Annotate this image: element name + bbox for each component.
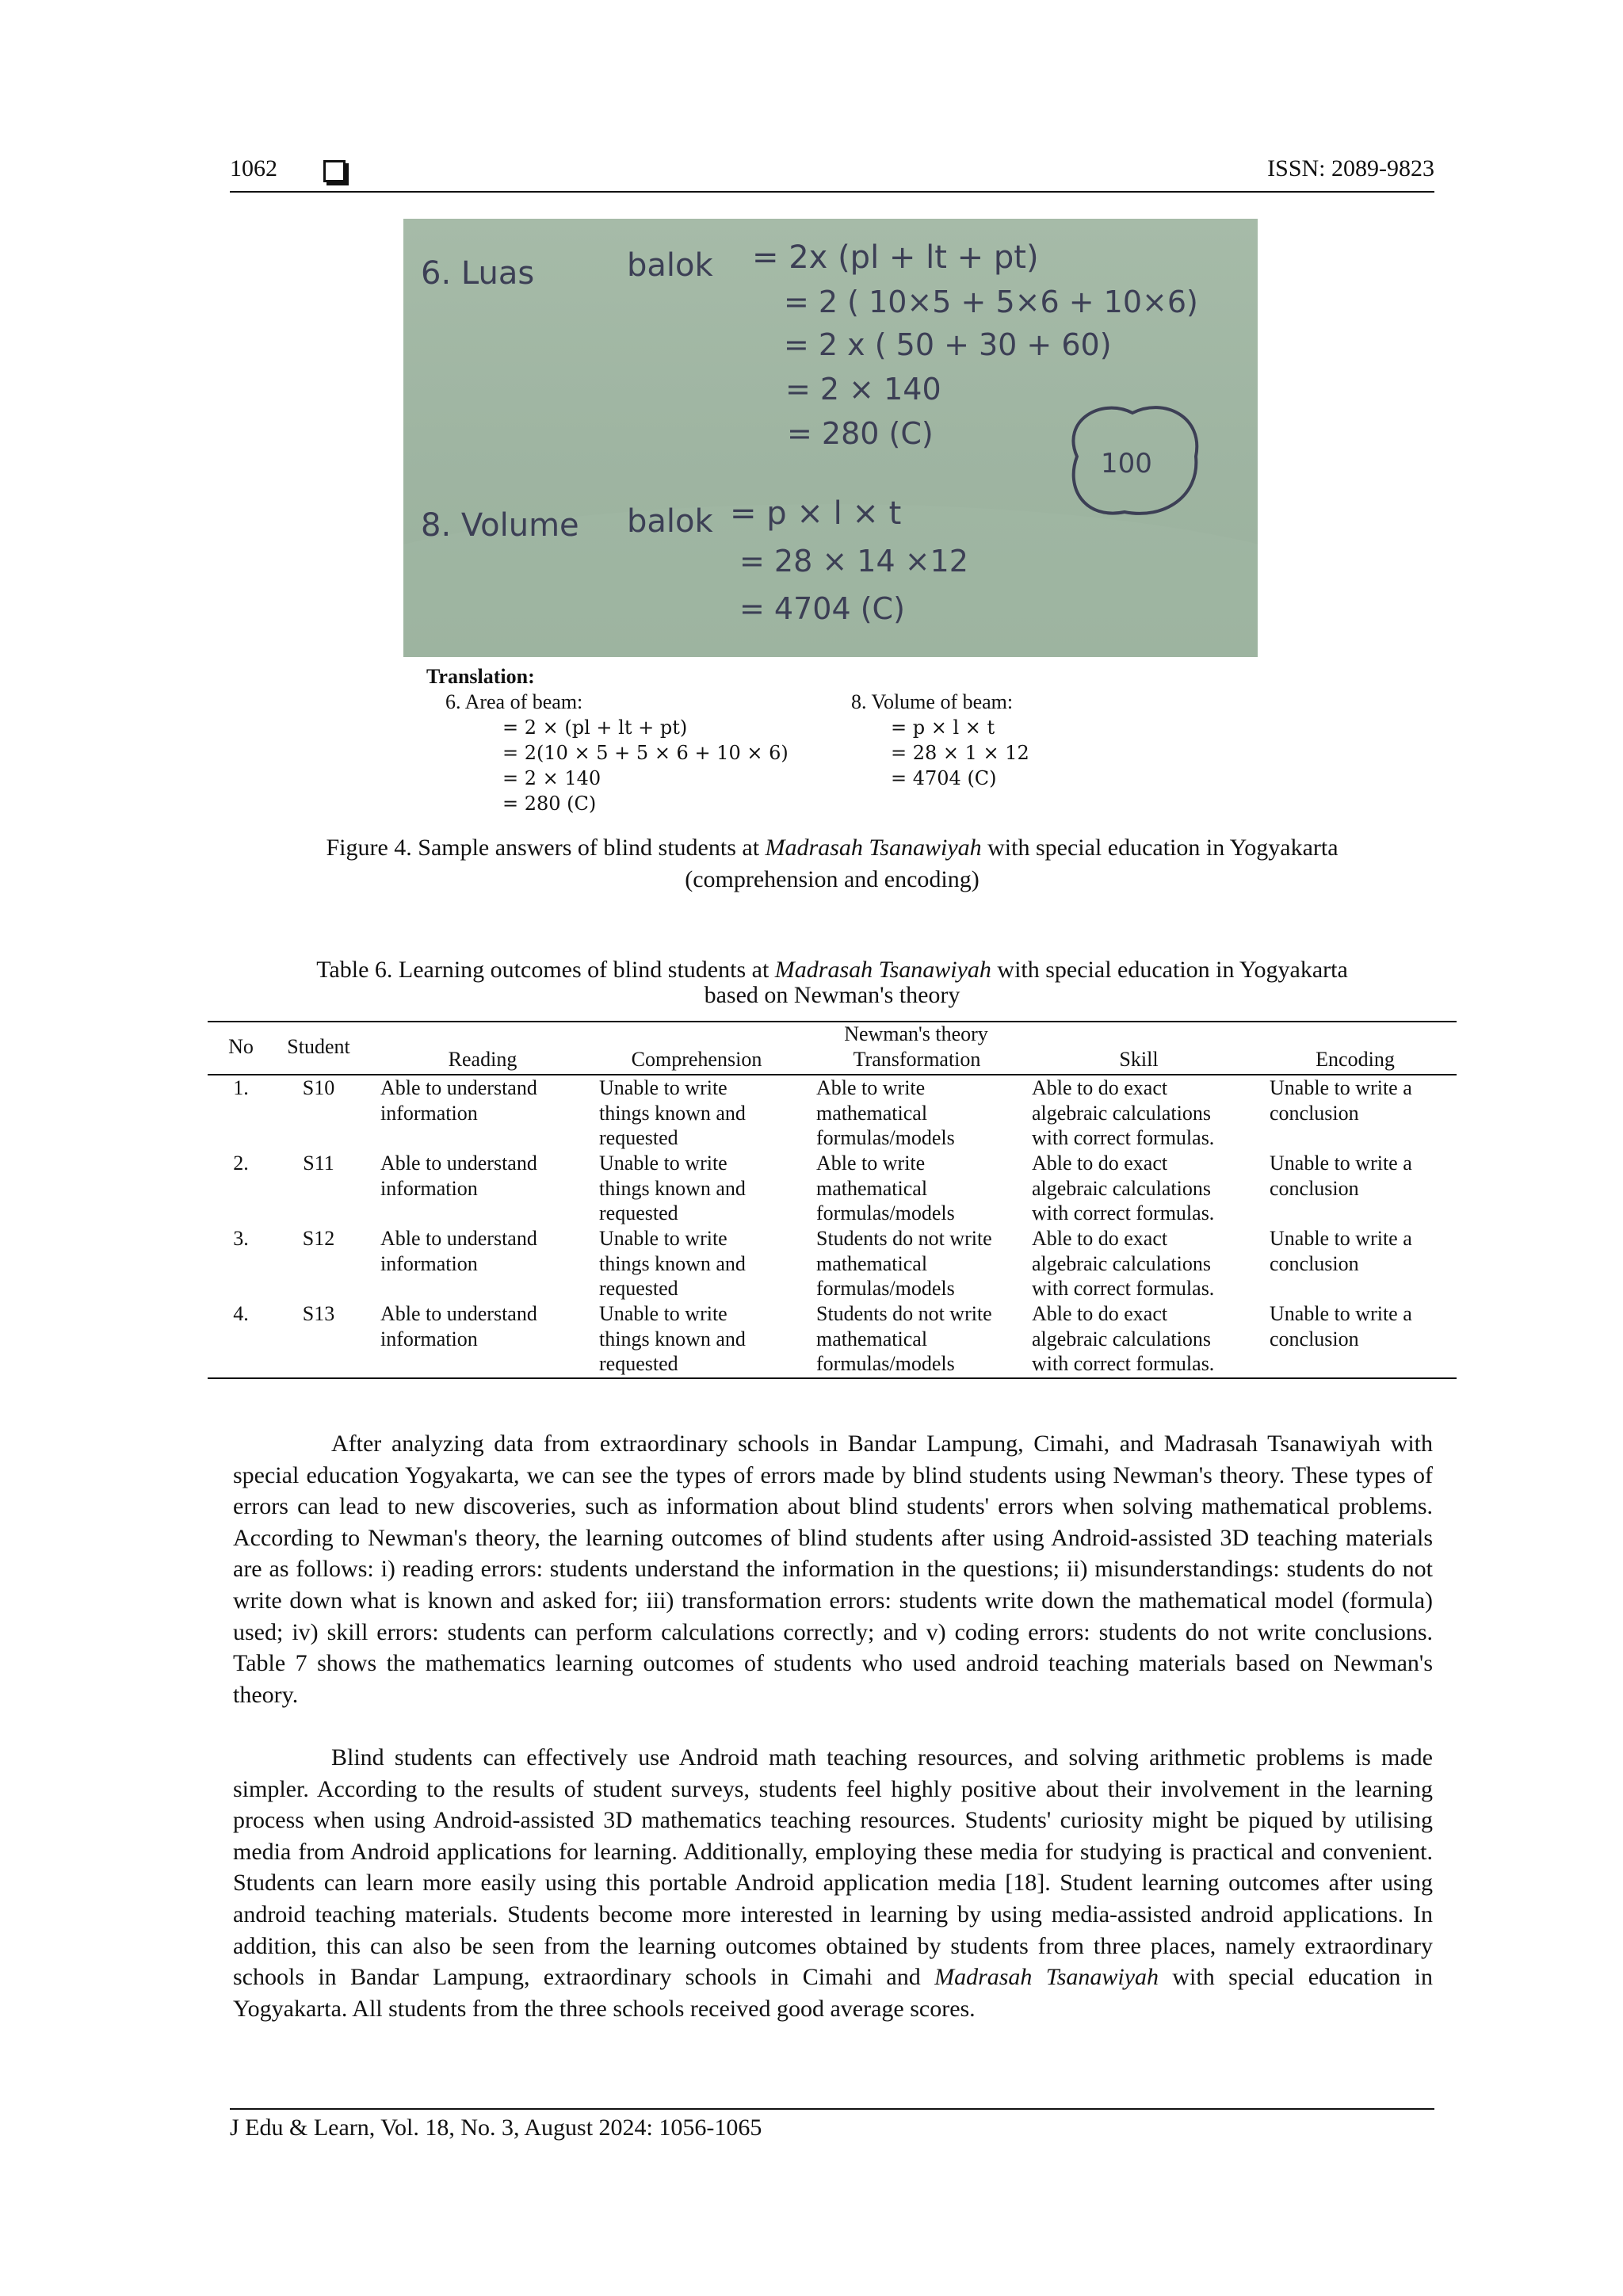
- table-cell-skill: [1032, 1151, 1262, 1226]
- table-cell-no: [208, 1151, 274, 1176]
- table-cell-line: 1.: [233, 1076, 249, 1099]
- table-cell-line: mathematical: [816, 1327, 928, 1350]
- table-caption-italic: Madrasah Tsanawiyah: [774, 957, 991, 983]
- translation-right-head: 8. Volume of beam:: [851, 690, 1014, 713]
- table-cell-transformation: [816, 1226, 1030, 1301]
- table-rule-bottom: [208, 1377, 1457, 1379]
- figure-photo: [403, 219, 1258, 657]
- table-cell-line: S12: [302, 1227, 335, 1250]
- table-cell-line: Able to write: [816, 1152, 926, 1175]
- page-footer: J Edu & Learn, Vol. 18, No. 3, August 2024: 1056-1065: [230, 2115, 762, 2141]
- table-cell-comprehension: [599, 1075, 813, 1151]
- table-cell-skill: [1032, 1301, 1262, 1377]
- table-cell-line: Able to understand: [380, 1152, 537, 1175]
- table-cell-line: S13: [302, 1302, 335, 1325]
- table-header-encoding: Encoding: [1316, 1048, 1395, 1071]
- figure-caption-italic: Madrasah Tsanawiyah: [765, 835, 982, 861]
- translation-right-line: = p × l × t: [891, 716, 995, 739]
- table-cell-line: S11: [303, 1152, 334, 1175]
- table-cell-line: things known and: [599, 1176, 746, 1200]
- table-cell-encoding: [1270, 1151, 1457, 1201]
- table-cell-line: Unable to write: [599, 1227, 727, 1250]
- table-header-transformation: Transformation: [853, 1048, 981, 1071]
- table-cell-line: Able to do exact: [1032, 1227, 1168, 1250]
- table-cell-line: Unable to write a: [1270, 1227, 1412, 1250]
- table-cell-line: algebraic calculations: [1032, 1327, 1211, 1350]
- table-cell-line: conclusion: [1270, 1101, 1359, 1125]
- table-cell-student: [274, 1226, 363, 1251]
- table-cell-line: mathematical: [816, 1251, 928, 1275]
- issn: ISSN: 2089-9823: [1267, 155, 1434, 181]
- para2-italic: Madrasah Tsanawiyah: [934, 1964, 1159, 1991]
- table-cell-line: Able to understand: [380, 1227, 537, 1250]
- table-cell-line: Able to understand: [380, 1076, 537, 1099]
- table-cell-line: Students do not write: [816, 1302, 992, 1325]
- hw-line1-label: 6. Luas: [421, 255, 535, 292]
- table-cell-encoding: [1270, 1075, 1457, 1125]
- page-number: 1062: [230, 155, 277, 181]
- table-cell-line: algebraic calculations: [1032, 1251, 1211, 1275]
- hw-line7: = 28 × 14 ×12: [739, 544, 968, 579]
- hw-line6-word: balok: [627, 503, 713, 540]
- table-cell-line: 2.: [233, 1152, 249, 1175]
- table-cell-line: Unable to write: [599, 1076, 727, 1099]
- table-cell-line: things known and: [599, 1251, 746, 1275]
- table-cell-comprehension: [599, 1226, 813, 1301]
- table-cell-line: formulas/models: [816, 1277, 955, 1300]
- translation-left-line: = 280 (C): [502, 793, 597, 815]
- header-rule: [230, 191, 1434, 193]
- table-cell-encoding: [1270, 1226, 1457, 1276]
- table-caption-post: with special education in Yogyakarta: [991, 957, 1348, 983]
- translation-right-line: = 4704 (C): [891, 767, 997, 789]
- table-cell-line: 4.: [233, 1302, 249, 1325]
- translation-left-line: = 2(10 × 5 + 5 × 6 + 10 × 6): [502, 742, 789, 764]
- table-cell-line: Able to do exact: [1032, 1152, 1168, 1175]
- table-cell-line: requested: [599, 1126, 678, 1149]
- table-cell-line: Able to do exact: [1032, 1302, 1168, 1325]
- translation-left-head: 6. Area of beam:: [445, 690, 583, 713]
- table-cell-line: conclusion: [1270, 1251, 1359, 1275]
- table-cell-skill: [1032, 1226, 1262, 1301]
- table-header-comprehension: Comprehension: [631, 1048, 762, 1071]
- table-cell-line: Unable to write a: [1270, 1152, 1412, 1175]
- hw-line5: = 280 (C): [787, 416, 934, 451]
- para2-text: Blind students can effectively use Android math teaching resources, and solving arithmetic problems is made simpler. According to the results of student surveys, students feel highly positive about their involvement in the learning process when using Android-assisted 3D mathematics teaching resources. Students' curiosity might be piqued by utilising media from Android applications for learning. Additionally, employing these media for studying is practical and convenient. Students can learn more easily using this portable Android application media [18]. Student learning outcomes after using android teaching materials. Students become more interested in learning by using media-assisted android applications. In addition, this can also be seen from the learning outcomes obtained by students from three places, namely extraordinary schools in Bandar Lampung, extraordinary schools in Cimahi and: [233, 1744, 1433, 1991]
- table-cell-reading: [380, 1301, 594, 1351]
- table-cell-transformation: [816, 1075, 1030, 1151]
- table-header-skill: Skill: [1119, 1048, 1159, 1071]
- table-cell-line: Able to do exact: [1032, 1076, 1168, 1099]
- table-cell-no: [208, 1075, 274, 1101]
- table-cell-line: with correct formulas.: [1032, 1277, 1215, 1300]
- figure-caption-post: with special education in Yogyakarta: [981, 835, 1338, 861]
- body-paragraph-2: [233, 1742, 1433, 2024]
- table-cell-line: information: [380, 1176, 478, 1200]
- table-cell-line: formulas/models: [816, 1126, 955, 1149]
- translation-right-line: = 28 × 1 × 12: [891, 742, 1029, 764]
- table-cell-student: [274, 1151, 363, 1176]
- translation-title: Translation:: [426, 665, 535, 688]
- figure-caption-pre: Figure 4. Sample answers of blind students at: [326, 835, 766, 861]
- hw-line6-expr: = p × l × t: [730, 495, 902, 532]
- table-cell-line: information: [380, 1251, 478, 1275]
- table-cell-line: information: [380, 1101, 478, 1125]
- table-cell-line: conclusion: [1270, 1327, 1359, 1350]
- table-cell-line: Unable to write: [599, 1152, 727, 1175]
- table-caption: [208, 957, 1457, 1008]
- table-cell-line: Students do not write: [816, 1227, 992, 1250]
- para2-text-end: with special education in Yogyakarta. All students from the three schools received good average scores.: [233, 1964, 1433, 2022]
- table-header-group: Newman's theory: [844, 1022, 988, 1045]
- table-cell-line: mathematical: [816, 1101, 928, 1125]
- table-cell-skill: [1032, 1075, 1262, 1151]
- table-cell-line: algebraic calculations: [1032, 1176, 1211, 1200]
- table-cell-line: formulas/models: [816, 1201, 955, 1224]
- table-cell-line: with correct formulas.: [1032, 1352, 1215, 1375]
- table-cell-line: things known and: [599, 1101, 746, 1125]
- hw-line2: = 2 ( 10×5 + 5×6 + 10×6): [784, 285, 1198, 319]
- table-cell-line: with correct formulas.: [1032, 1201, 1215, 1224]
- table-caption-line2: based on Newman's theory: [704, 982, 960, 1008]
- table-cell-comprehension: [599, 1151, 813, 1226]
- table-cell-line: with correct formulas.: [1032, 1126, 1215, 1149]
- table-cell-reading: [380, 1075, 594, 1125]
- body-paragraph-1: After analyzing data from extraordinary schools in Bandar Lampung, Cimahi, and Madrasah Tsanawiyah with special education Yogyakarta, we can see the types of errors made by blind students using Newman's theory. These types of errors can lead to new discoveries, such as information about blind students' errors when solving mathematical problems. According to Newman's theory, the learning outcomes of blind students after using Android-assisted 3D teaching materials are as follows: i) reading errors: students understand the information in the questions; ii) misunderstandings: students do not write down what is known and asked for; iii) transformation errors: students write down the mathematical model (formula) used; iv) skill errors: students can perform calculations correctly; and v) coding errors: students do not write conclusions. Table 7 shows the mathematics learning outcomes of students who used android teaching materials based on Newman's theory.: [233, 1431, 1433, 1708]
- table-cell-line: Unable to write a: [1270, 1076, 1412, 1099]
- figure-caption-line2: (comprehension and encoding): [685, 866, 980, 892]
- page-header: [230, 155, 1434, 195]
- hw-line1-word: balok: [627, 247, 713, 284]
- table-cell-line: Able to write: [816, 1076, 926, 1099]
- table-header-student: Student: [287, 1035, 350, 1058]
- table-cell-line: Able to understand: [380, 1302, 537, 1325]
- hw-line4: = 2 × 140: [785, 372, 941, 407]
- table-cell-line: requested: [599, 1277, 678, 1300]
- translation-right: [851, 690, 1029, 791]
- table-cell-line: requested: [599, 1201, 678, 1224]
- hw-score: 100: [1101, 448, 1152, 479]
- table-cell-line: mathematical: [816, 1176, 928, 1200]
- table-cell-reading: [380, 1151, 594, 1201]
- translation-left-line: = 2 × 140: [502, 767, 601, 789]
- table-caption-pre: Table 6. Learning outcomes of blind students at: [316, 957, 775, 983]
- hw-line6-label: 8. Volume: [421, 507, 579, 544]
- table-cell-transformation: [816, 1301, 1030, 1377]
- table-cell-comprehension: [599, 1301, 813, 1377]
- table-header-no: No: [228, 1035, 254, 1058]
- table-cell-line: algebraic calculations: [1032, 1101, 1211, 1125]
- table-header-reading: Reading: [448, 1048, 517, 1071]
- table-cell-encoding: [1270, 1301, 1457, 1351]
- translation-left-line: = 2 × (pl + lt + pt): [502, 716, 688, 739]
- table-cell-line: requested: [599, 1352, 678, 1375]
- table-cell-student: [274, 1075, 363, 1101]
- table-cell-student: [274, 1301, 363, 1327]
- table-cell-transformation: [816, 1151, 1030, 1226]
- table-cell-no: [208, 1301, 274, 1327]
- hw-line8: = 4704 (C): [739, 591, 905, 626]
- table-cell-line: things known and: [599, 1327, 746, 1350]
- table-cell-line: Unable to write a: [1270, 1302, 1412, 1325]
- translation-left: [445, 690, 789, 816]
- table-cell-line: S10: [302, 1076, 335, 1099]
- hw-line1-expr: = 2x (pl + lt + pt): [752, 239, 1039, 276]
- figure-caption: [230, 832, 1434, 896]
- table-cell-line: formulas/models: [816, 1352, 955, 1375]
- table-cell-line: 3.: [233, 1227, 249, 1250]
- handwriting-svg: [403, 219, 1258, 657]
- hw-line3: = 2 x ( 50 + 30 + 60): [784, 327, 1112, 362]
- table-cell-reading: [380, 1226, 594, 1276]
- table-cell-line: Unable to write: [599, 1302, 727, 1325]
- table-cell-no: [208, 1226, 274, 1251]
- footer-rule: [230, 2108, 1434, 2110]
- table-cell-line: information: [380, 1327, 478, 1350]
- table-cell-line: conclusion: [1270, 1176, 1359, 1200]
- checkbox-square-icon: [323, 160, 346, 182]
